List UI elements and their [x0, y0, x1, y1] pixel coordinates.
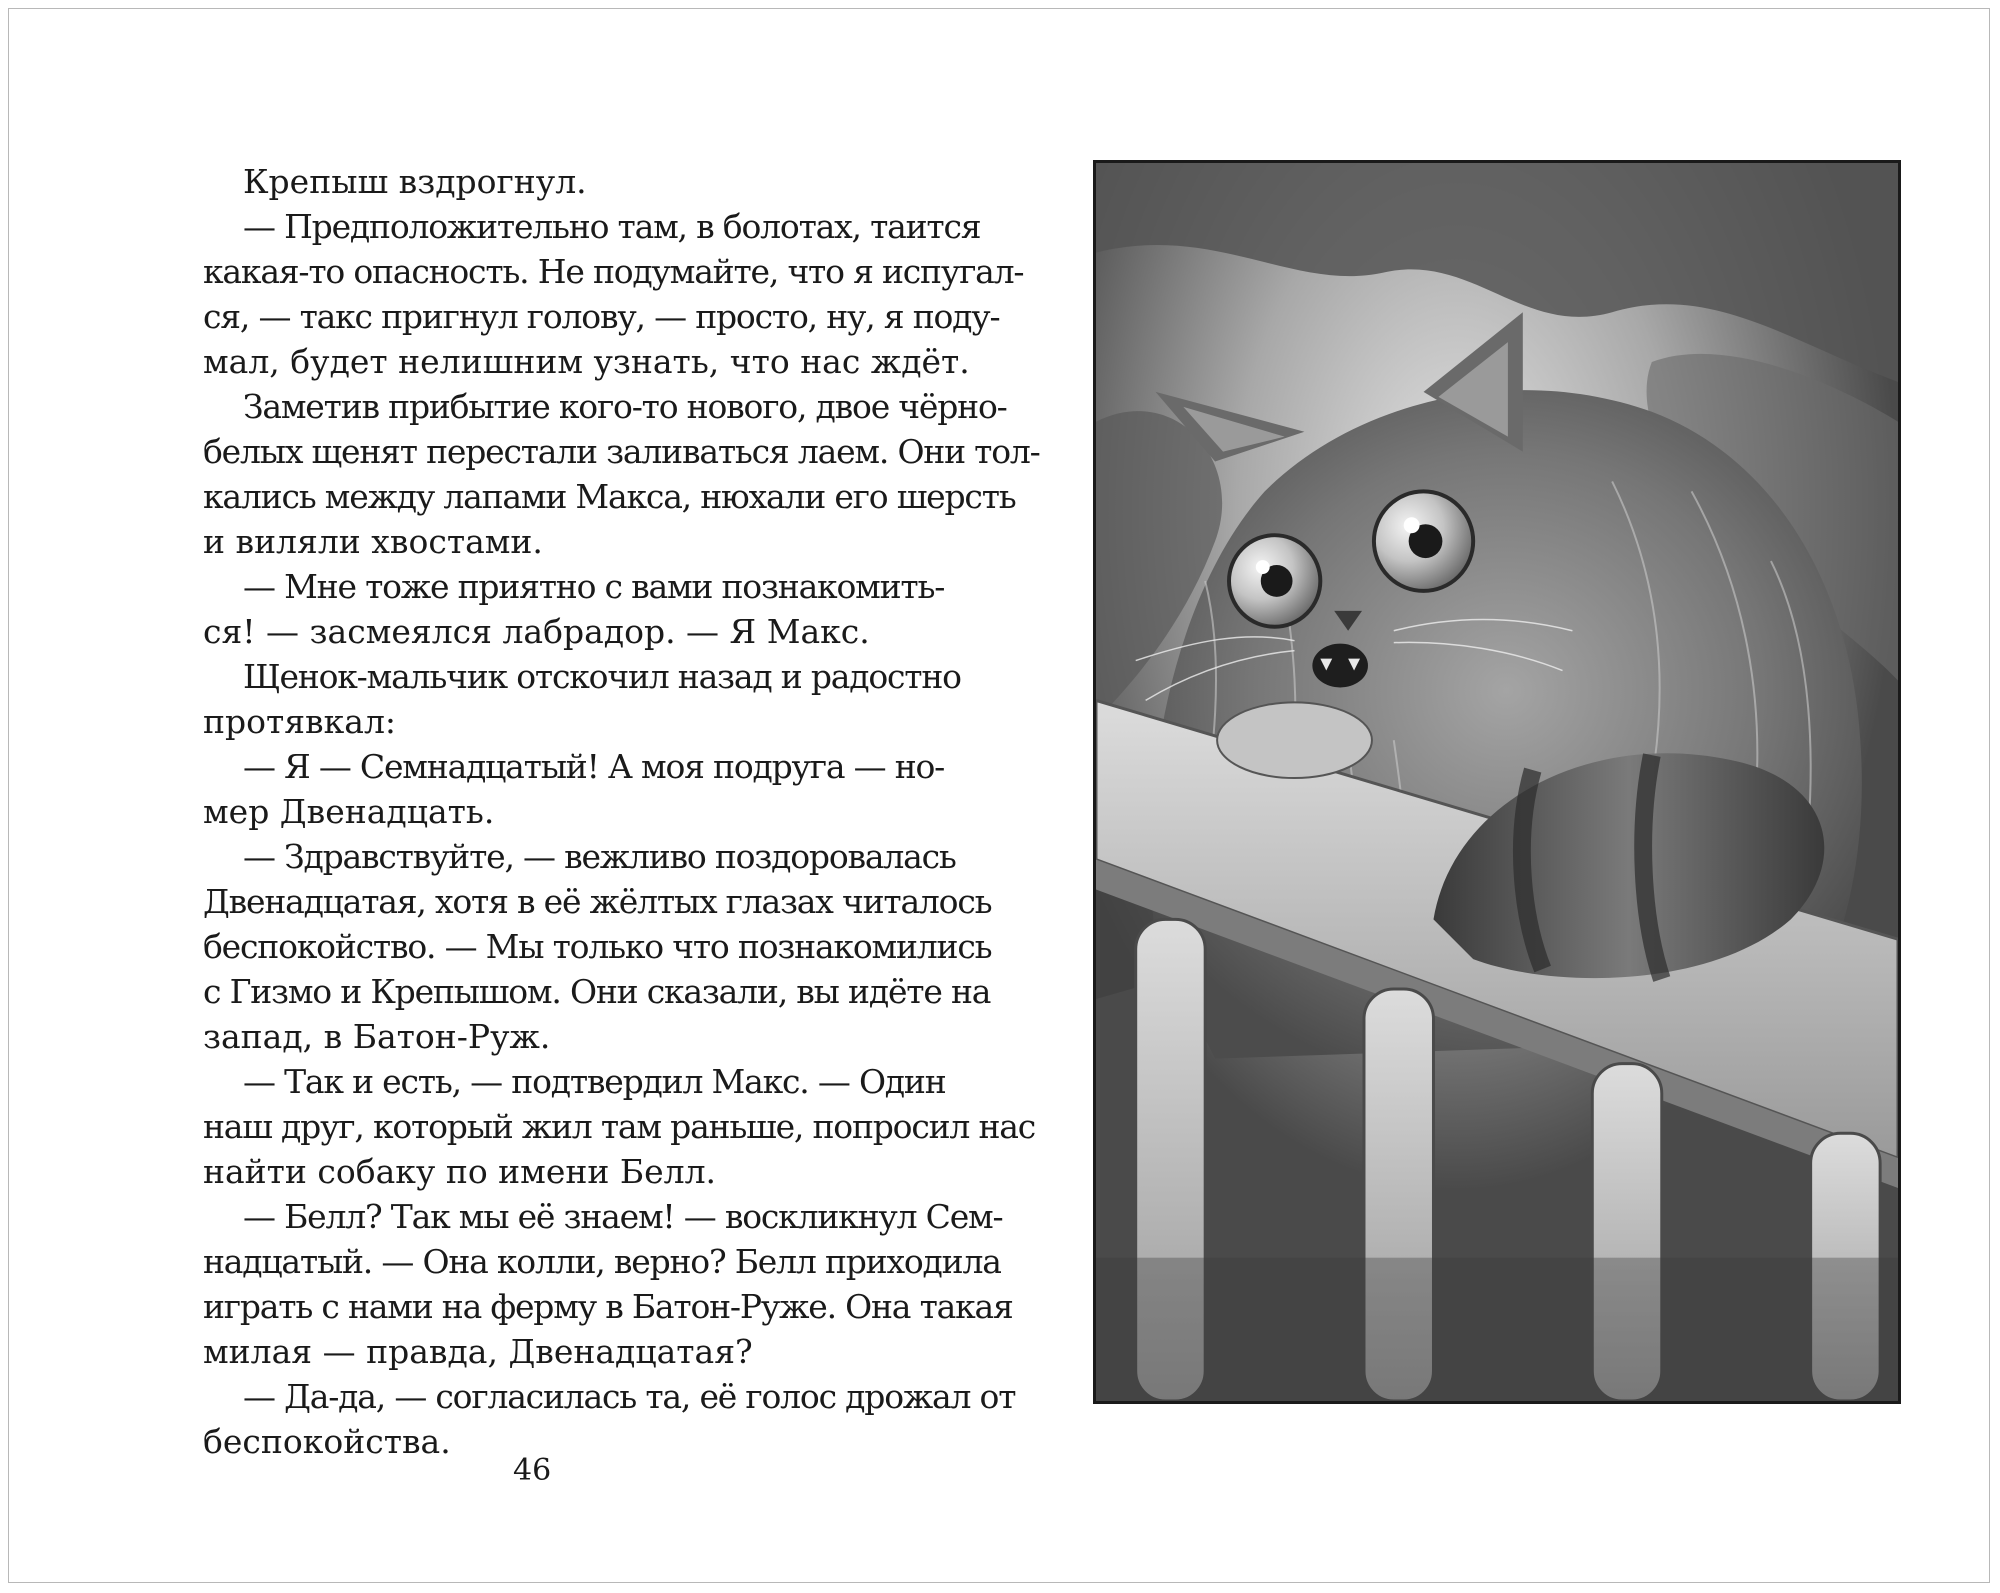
text-line: Заметив прибытие кого-то нового, двое чёрно-: [243, 387, 1007, 426]
cat-mouth: [1312, 644, 1368, 688]
text-line: — Мне тоже приятно с вами познакомить-: [243, 567, 945, 606]
text-line: запад, в Батон-Руж.: [203, 1017, 551, 1056]
text-line: Двенадцатая, хотя в её жёлтых глазах читалось: [203, 882, 992, 921]
text-line: — Да-да, — согласилась та, её голос дрожал от: [243, 1377, 1016, 1416]
text-line: наш друг, который жил там раньше, попросил нас: [203, 1107, 1036, 1146]
text-line: милая — правда, Двенадцатая?: [203, 1332, 753, 1371]
text-line: — Я — Семнадцатый! А моя подруга — но-: [243, 747, 945, 786]
text-line: Щенок-мальчик отскочил назад и радостно: [243, 657, 961, 696]
text-line: — Здравствуйте, — вежливо поздоровалась: [243, 837, 956, 876]
text-line: беспокойства.: [203, 1422, 451, 1461]
text-line: белых щенят перестали заливаться лаем. Они тол-: [203, 432, 1040, 471]
text-line: кались между лапами Макса, нюхали его шерсть: [203, 477, 1016, 516]
text-line: беспокойство. — Мы только что познакомились: [203, 927, 992, 966]
page-number: 46: [513, 1453, 552, 1488]
text-line: с Гизмо и Крепышом. Они сказали, вы идёте на: [203, 972, 991, 1011]
text-line: надцатый. — Она колли, верно? Белл приходила: [203, 1242, 1001, 1281]
text-line: — Белл? Так мы её знаем! — воскликнул Сем-: [243, 1197, 1003, 1236]
text-line: — Предположительно там, в болотах, таится: [243, 207, 981, 246]
cat-paw: [1217, 702, 1372, 778]
text-column: [203, 159, 1040, 1464]
text-line: найти собаку по имени Белл.: [203, 1152, 717, 1191]
text-line: ся! — засмеялся лабрадор. — Я Макс.: [203, 612, 870, 651]
text-line: мер Двенадцать.: [203, 792, 495, 831]
book-spread: [8, 8, 1990, 1583]
text-line: — Так и есть, — подтвердил Макс. — Один: [243, 1062, 946, 1101]
text-line: ся, — такс пригнул голову, — просто, ну, я поду-: [203, 297, 1000, 336]
text-line: протявкал:: [203, 702, 397, 741]
text-line: какая-то опасность. Не подумайте, что я испугал-: [203, 252, 1024, 291]
text-line: Крепыш вздрогнул.: [243, 162, 587, 201]
cat-illustration-art: [1096, 163, 1898, 1401]
text-line: и виляли хвостами.: [203, 522, 543, 561]
cat-illustration: [1093, 160, 1901, 1404]
text-line: играть с нами на ферму в Батон-Руже. Она такая: [203, 1287, 1013, 1326]
text-line: мал, будет нелишним узнать, что нас ждёт.: [203, 342, 970, 381]
